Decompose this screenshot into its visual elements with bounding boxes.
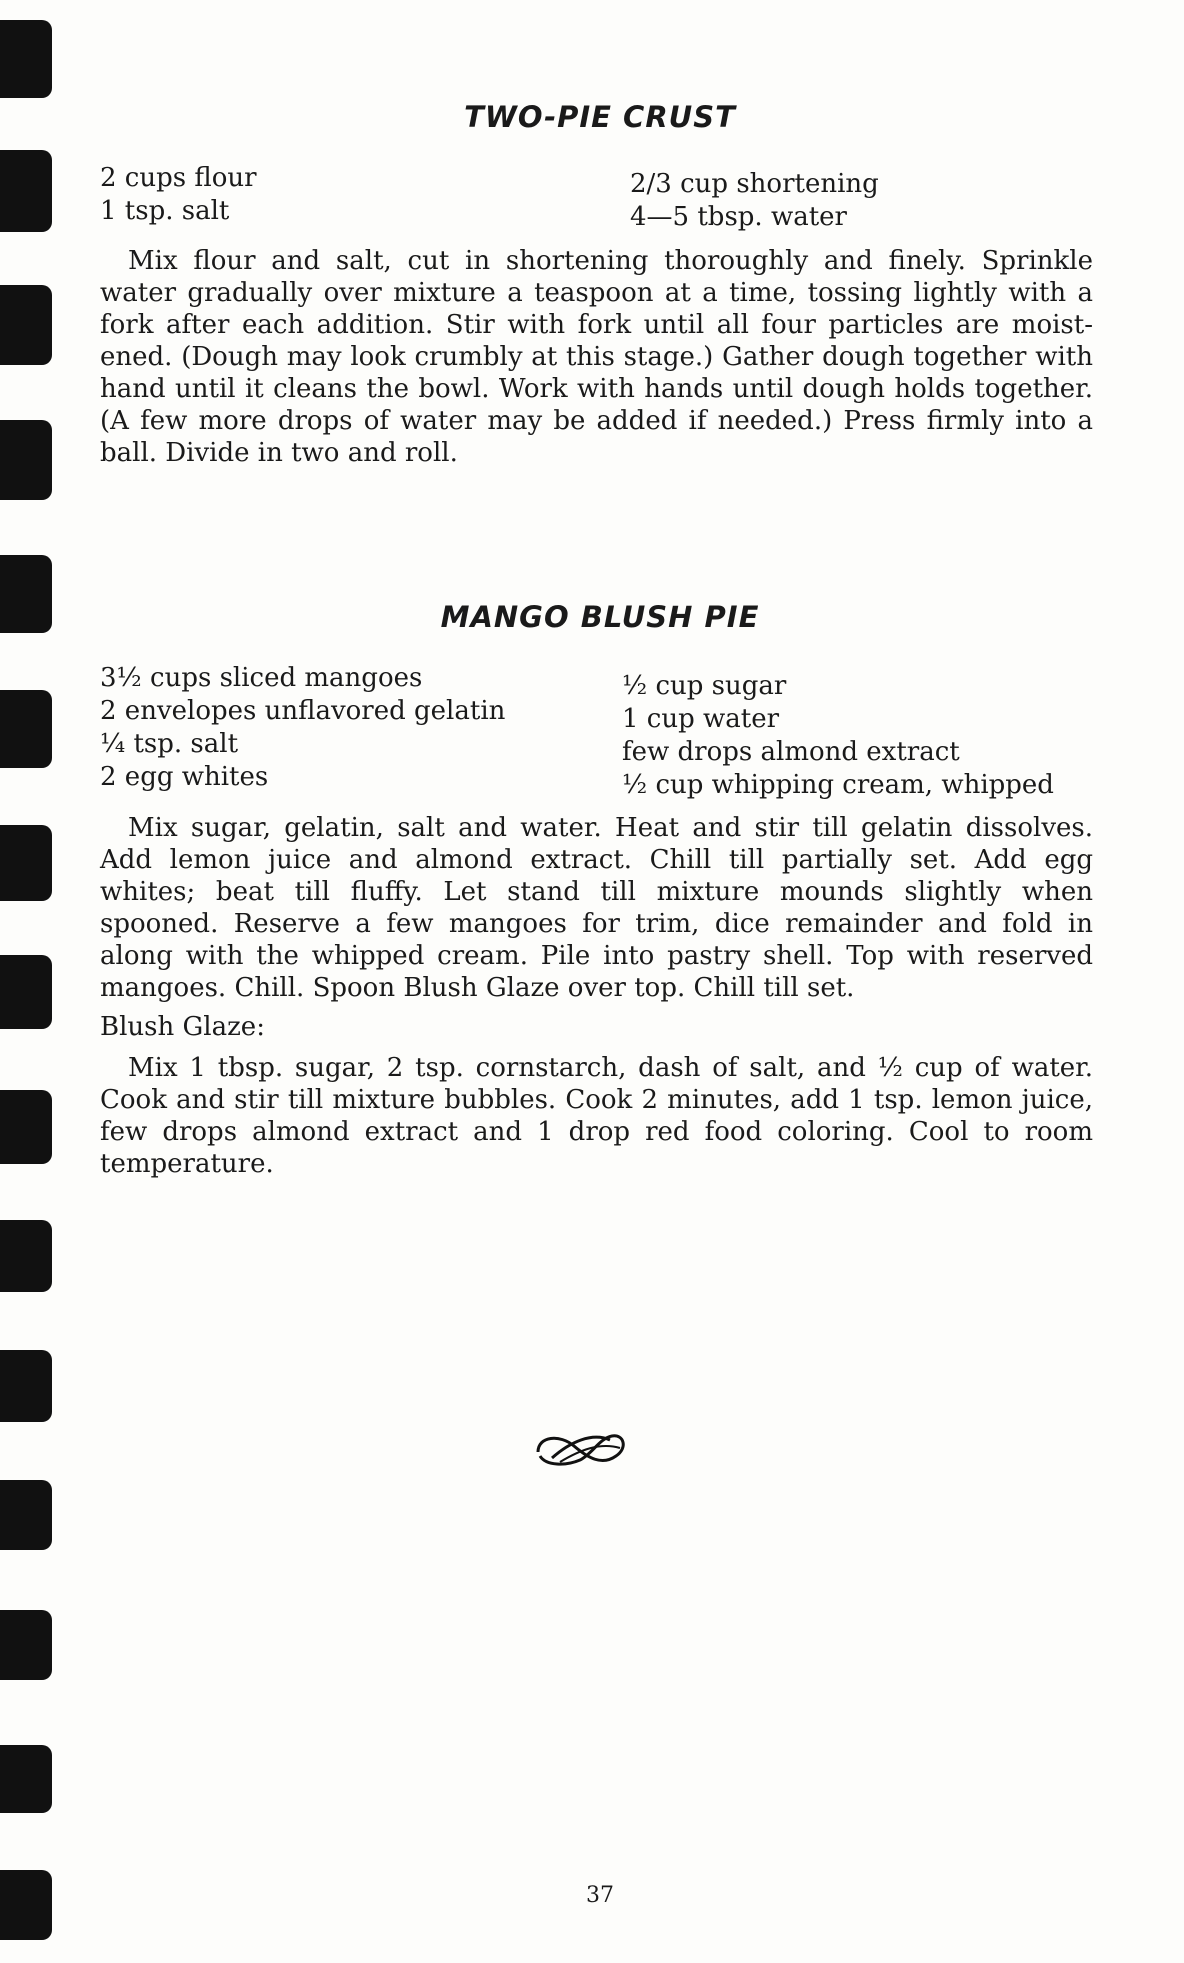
binding-ring xyxy=(0,690,52,768)
recipe-title-two-pie-crust: TWO-PIE CRUST xyxy=(464,100,736,134)
ingredient: 2 cups flour xyxy=(100,163,257,193)
ingredient: 2 envelopes unflavored gelatin xyxy=(100,696,506,726)
binding-ring xyxy=(0,1870,52,1940)
binding-ring xyxy=(0,1350,52,1422)
ingredients-right-two-pie-crust xyxy=(630,168,879,234)
binding-ring xyxy=(0,20,52,98)
binding-ring xyxy=(0,825,52,901)
ingredient: few drops almond extract xyxy=(622,737,960,767)
spiral-binding xyxy=(0,0,70,1963)
ingredient: 1 tsp. salt xyxy=(100,196,230,226)
ingredient: 2 egg whites xyxy=(100,762,269,792)
glaze-label: Blush Glaze: xyxy=(100,1012,265,1042)
binding-ring xyxy=(0,1480,52,1550)
binding-ring xyxy=(0,555,52,633)
ingredients-left-two-pie-crust xyxy=(100,162,257,228)
binding-ring xyxy=(0,955,52,1029)
page-number: 37 xyxy=(586,1883,614,1908)
instructions-mango-blush-pie: Mix sugar, gelatin, salt and water. Heat and stir till gelatin dissolves. Add lemon juice and almond extract. Chill till partially set. Add egg whites; beat till fluffy. Let stand till mixture mounds slightly when spooned. Reserve a few mangoes for trim, dice remainder and fold in along with the whipped cream. Pile into pastry shell. Top with reserved mangoes. Chill. Spoon Blush Glaze over top. Chill till set. xyxy=(100,813,1093,1003)
instructions-two-pie-crust: Mix flour and salt, cut in shortening thoroughly and finely. Sprinkle water gradually over mixture a teaspoon at a time, tossing lightly with a fork after each addition. Stir with fork until all four particles are moist-ened. (Dough may look crumbly at this stage.) Gather dough together with hand until it cleans the bowl. Work with hands until dough holds together. (A few more drops of water may be added if needed.) Press firmly into a ball. Divide in two and roll. xyxy=(100,246,1093,468)
binding-ring xyxy=(0,1220,52,1292)
ingredient: ½ cup sugar xyxy=(622,671,787,701)
recipe-title-mango-blush-pie: MANGO BLUSH PIE xyxy=(440,600,760,634)
ingredient: ¼ tsp. salt xyxy=(100,729,239,759)
glaze-instructions: Mix 1 tbsp. sugar, 2 tsp. cornstarch, dash of salt, and ½ cup of water. Cook and stir till mixture bubbles. Cook 2 minutes, add 1 tsp. lemon juice, few drops almond extract and 1 drop red food coloring. Cool to room temperature. xyxy=(100,1053,1093,1179)
cookbook-page xyxy=(100,0,1100,1963)
binding-ring xyxy=(0,420,52,500)
binding-ring xyxy=(0,1090,52,1164)
ingredient: 4—5 tbsp. water xyxy=(630,202,847,232)
ingredients-right-mango-blush-pie xyxy=(622,670,1054,802)
ingredient: 1 cup water xyxy=(622,704,780,734)
flourish-icon xyxy=(530,1422,640,1474)
ingredient: ½ cup whipping cream, whipped xyxy=(622,770,1054,800)
binding-ring xyxy=(0,285,52,365)
binding-ring xyxy=(0,1745,52,1813)
ingredient: 3½ cups sliced mangoes xyxy=(100,663,423,693)
ingredient: 2/3 cup shortening xyxy=(630,169,879,199)
binding-ring xyxy=(0,1610,52,1680)
ingredients-left-mango-blush-pie xyxy=(100,662,505,794)
binding-ring xyxy=(0,150,52,232)
